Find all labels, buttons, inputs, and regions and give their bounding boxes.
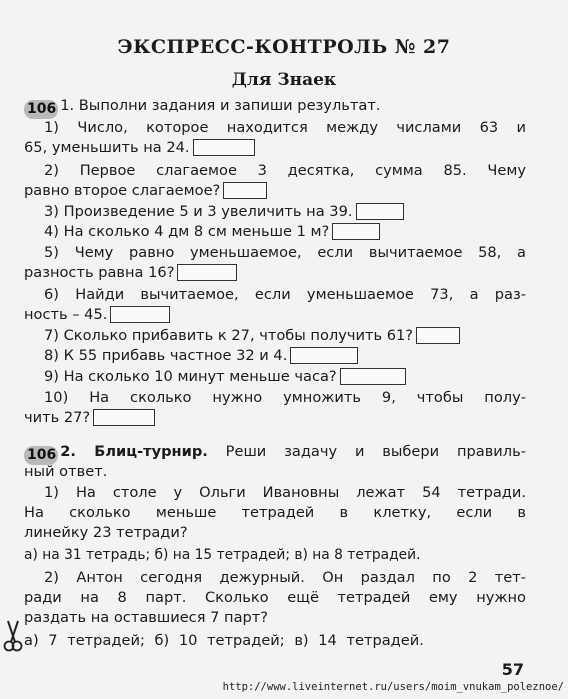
page-title: ЭКСПРЕСС-КОНТРОЛЬ № 27 [117, 36, 451, 58]
answer-box-10[interactable] [93, 409, 155, 426]
page-subtitle: Для Знаек [231, 70, 337, 90]
task1-item-7: 7) Сколько прибавить к 27, чтобы получить 61? [24, 326, 526, 346]
task1-item-6-line1: 6) Найди вычитаемое, если уменьшаемое 73, а раз- [44, 286, 526, 303]
task2-problem-2-line2: ради на 8 парт. Сколько ещё тетрадей ему нужно [24, 589, 526, 606]
answer-box-5[interactable] [177, 264, 237, 281]
task1-intro: 106 1. Выполни задания и запиши результат. [24, 96, 526, 119]
task1-item-8: 8) К 55 прибавь частное 32 и 4. [24, 346, 526, 366]
task1-item-9: 9) На сколько 10 минут меньше часа? [24, 367, 526, 387]
task1-item-1-line2: 65, уменьшить на 24. [24, 138, 526, 158]
answer-box-6[interactable] [110, 306, 170, 323]
answer-box-2[interactable] [223, 182, 267, 199]
task2-problem-2-line1: 2) Антон сегодня дежурный. Он раздал по 2 тет- [44, 569, 526, 586]
task1-item-6-line2: ность – 45. [24, 305, 526, 325]
task2-problem-1-line3: линейку 23 тетради? [24, 524, 188, 541]
scissors-icon [2, 619, 24, 653]
task1-item-2-line2: равно второе слагаемое? [24, 181, 526, 201]
task1-item-5-line1: 5) Чему равно уменьшаемое, если вычитаемое 58, а [44, 244, 526, 261]
source-url[interactable]: http://www.liveinternet.ru/users/moim_vnukam_poleznoe/ [222, 681, 564, 693]
task2-intro-line2: ный ответ. [24, 463, 108, 480]
answer-box-7[interactable] [416, 327, 460, 344]
task-number-badge: 106 [24, 446, 58, 465]
task1-item-1-line1: 1) Число, которое находится между числами 63 и [44, 119, 526, 136]
page-number: 57 [501, 660, 524, 679]
task2-problem-1-answers: а) на 31 тетрадь; б) на 15 тетрадей; в) на 8 тетрадей. [24, 547, 421, 563]
answer-box-3[interactable] [356, 203, 404, 220]
task2-problem-2-answers: а) 7 тетрадей; б) 10 тетрадей; в) 14 тетрадей. [24, 632, 424, 649]
answer-box-9[interactable] [340, 368, 406, 385]
task2-problem-2-line3: раздать на оставшиеся 7 парт? [24, 609, 269, 626]
task2-problem-1-line2: На сколько меньше тетрадей в клетку, если в [24, 504, 526, 521]
task1-item-10-line2: чить 27? [24, 408, 526, 428]
task2-problem-1-line1: 1) На столе у Ольги Ивановны лежат 54 тетради. [44, 484, 526, 501]
task1-item-5-line2: разность равна 16? [24, 263, 526, 283]
task2-intro-line1: 106 2. Блиц-турнир. Реши задачу и выбери правиль- [24, 442, 526, 465]
task1-item-3: 3) Произведение 5 и 3 увеличить на 39. [24, 202, 526, 222]
task-number-badge: 106 [24, 100, 58, 119]
answer-box-8[interactable] [290, 347, 358, 364]
answer-box-1[interactable] [193, 139, 255, 156]
task1-item-2-line1: 2) Первое слагаемое 3 десятка, сумма 85. Чему [44, 162, 526, 179]
task1-item-10-line1: 10) На сколько нужно умножить 9, чтобы полу- [44, 389, 526, 406]
task1-item-4: 4) На сколько 4 дм 8 см меньше 1 м? [24, 222, 526, 242]
answer-box-4[interactable] [332, 223, 380, 240]
